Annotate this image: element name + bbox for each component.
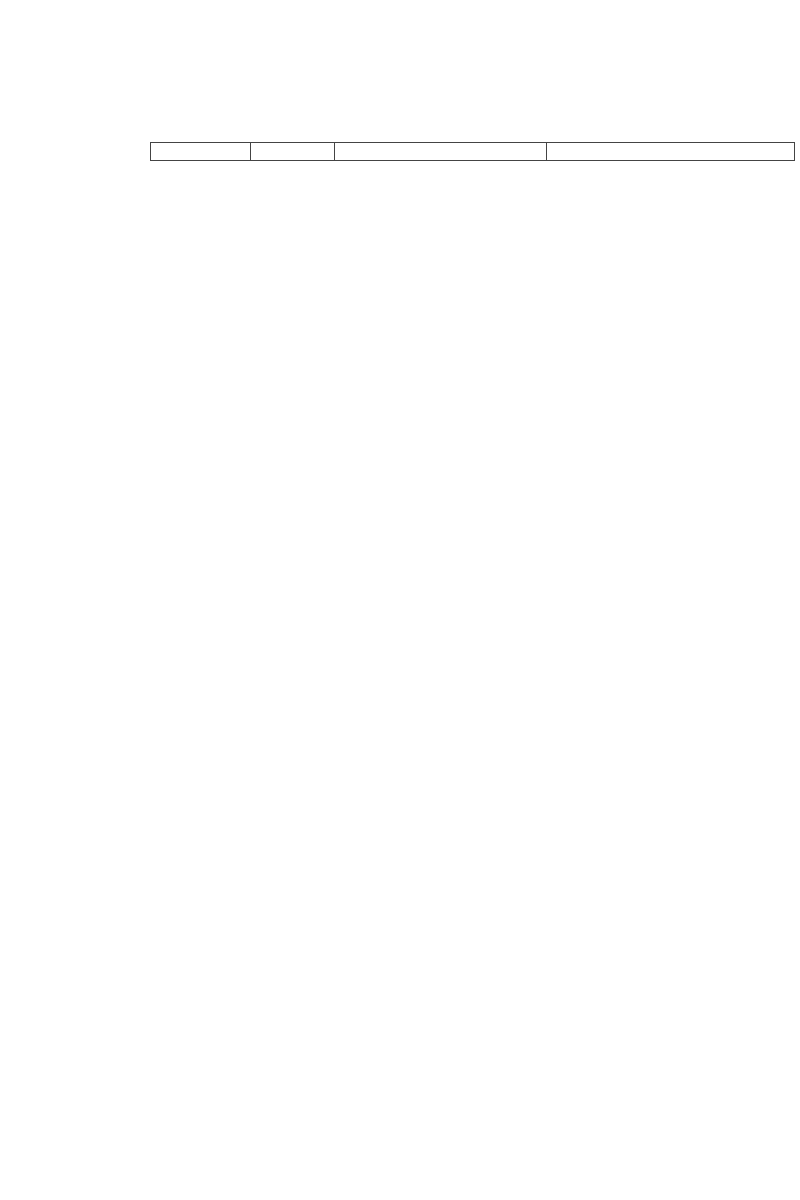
exam-table	[150, 142, 795, 161]
table-header-row	[151, 143, 795, 161]
header-subject	[151, 143, 251, 161]
header-format	[335, 143, 547, 161]
header-paper	[251, 143, 335, 161]
header-scope	[547, 143, 795, 161]
